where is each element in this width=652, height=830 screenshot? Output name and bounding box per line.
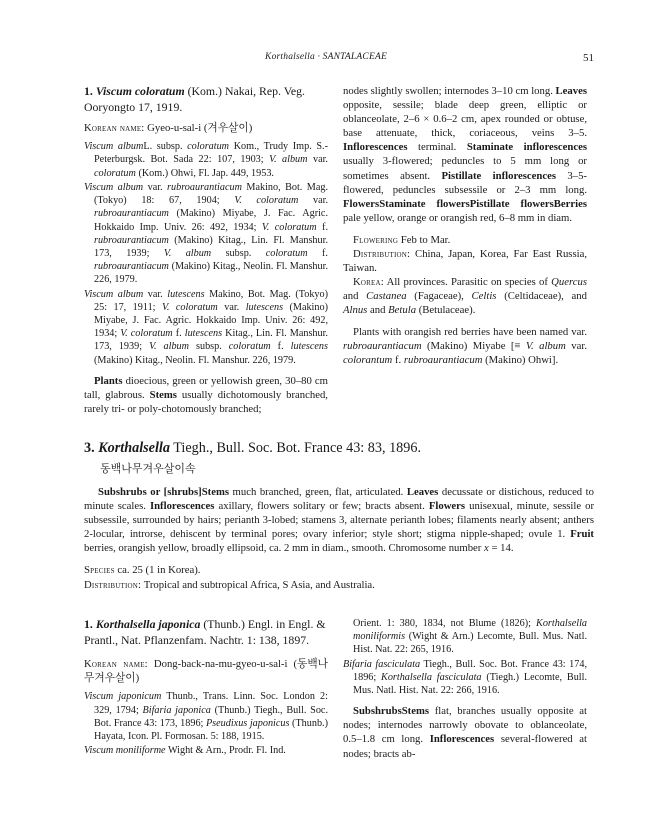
bold-run: Inflorescences — [429, 733, 495, 746]
text-run: (Makino) Kitag., Neolin. Fl. Manshur. 226, 1979. — [94, 261, 328, 286]
text-run: (Makino) Miyabe [≡ — [421, 339, 526, 352]
text-run: Tiegh., Bull. Soc. Bot. France 43: 174, 1896; — [353, 658, 587, 683]
italic-run: rubroaurantiacum — [94, 261, 169, 273]
italic-run: rubroaurantiacum — [167, 181, 242, 193]
text-run: (Makino) Miyabe, J. Fac. Agric. Hokkaido Imp. Univ. 26: 492, 1934; — [94, 301, 328, 340]
text-run: Kom., Trudy Imp. S.-Peterburgsk. Bot. Sada 22: 107, 1903; — [94, 141, 328, 166]
bold-run: Staminate flowers — [379, 197, 470, 210]
bold-run: Plants — [94, 374, 123, 387]
right-column-bottom — [343, 617, 587, 761]
bold-run: Pistillate inflorescences — [441, 169, 556, 182]
text-run: var. — [143, 288, 168, 300]
genus-heading: 3. Korthalsella Tiegh., Bull. Soc. Bot. France 43: 83, 1896. — [84, 440, 421, 456]
italic-run: V. coloratum — [120, 328, 173, 340]
italic-run: colorantum — [343, 353, 393, 366]
italic-run: Viscum album — [84, 141, 144, 153]
italic-run: coloratum — [228, 341, 271, 353]
text-run: unisexual, minute, sessile or subsessile, surrounded by hairs; perianth 3-lobed; stamens 3, alternate perianth lobes; filaments nearly absent; anthers 2-locular, introrse, dehiscent by terminal pores; ovary inferior; style short; stigma nipple-shaped; ovule 1. — [84, 500, 595, 541]
bold-run: Fruit — [570, 528, 594, 541]
bold-run: Subshrubs — [353, 705, 402, 718]
text-run: f. — [316, 221, 328, 233]
text-run: (Celtidaceae), and — [496, 290, 587, 303]
text-run: f. — [172, 328, 185, 340]
text-run: L. subsp. — [143, 141, 188, 153]
genus-species-count: Species ca. 25 (1 in Korea). — [84, 564, 201, 577]
text-run: var. — [565, 339, 587, 352]
italic-run: Korthalsella fasciculata — [381, 671, 482, 683]
bold-run: Stems — [149, 388, 177, 401]
synonym-bifaria — [343, 658, 587, 698]
text-run: var. — [298, 195, 328, 207]
text-run: much branched, green, flat, articulated. — [229, 486, 407, 498]
text-run: axillary, flowers solitary or few; bracts absent. — [214, 500, 429, 513]
italic-run: V. album — [269, 154, 308, 166]
left-column-bottom — [84, 617, 328, 758]
text-run: All provinces. Parasitic on species of — [383, 276, 552, 289]
synonym-entry — [84, 140, 328, 180]
italic-run: lutescens — [245, 301, 284, 313]
text-run: (Makino) Miyabe, J. Fac. Agric. Hokkaido Imp. Univ. 26: 492, 1934; — [94, 208, 328, 233]
italic-run: Castanea — [366, 290, 407, 303]
italic-run: x — [484, 542, 489, 555]
text-run: (Makino) Kitag., Lin. Fl. Manshur. 173, 1939; — [94, 234, 328, 259]
genus-distribution: Distribution: Tropical and subtropical Africa, S Asia, and Australia. — [84, 578, 375, 591]
italic-run: Korthalsella moniliformis — [353, 618, 587, 643]
genus-block — [84, 439, 594, 592]
italic-run: lutescens — [167, 288, 205, 300]
text-run: 3–5-flowered, peduncles subsessile or 2–3 mm long. — [343, 169, 587, 196]
italic-run: Viscum japonicum — [84, 691, 162, 703]
italic-run: Betula — [388, 304, 417, 317]
text-run: and — [343, 290, 367, 303]
distribution-line: Distribution: China, Japan, Korea, Far East Russia, Taiwan. — [343, 248, 587, 275]
italic-run: Quercus — [551, 276, 587, 289]
text-run: f. — [270, 341, 291, 353]
korean-name-line: Korean name: Gyeo-u-sal-i (겨우살이) — [84, 122, 253, 135]
text-run: (Thunb.) Hayata, Icon. Pl. Formosan. 5: 188, 1915. — [94, 717, 328, 742]
synonym-continued — [343, 617, 587, 657]
italic-run: Bifaria japonica — [142, 704, 211, 716]
text-run: and — [367, 304, 389, 317]
bold-run: Inflorescences — [149, 500, 215, 513]
text-run: (Kom.) Ohwi, Fl. Jap. 449, 1953. — [135, 167, 274, 179]
text-run: subsp. — [211, 247, 266, 259]
text-run: usually dichotomously branched, rarely tri- or poly-chotomously branched; — [84, 388, 328, 415]
italic-run: Alnus — [343, 304, 368, 317]
text-run: (Makino) Ohwi]. — [482, 353, 559, 366]
running-head-text: Korthalsella · SANTALACEAE — [265, 52, 387, 62]
variety-note — [343, 325, 587, 367]
italic-run: Viscum album — [84, 288, 144, 300]
italic-run: coloratum — [94, 167, 136, 179]
synonym-list-2 — [84, 690, 328, 757]
italic-run: lutescens — [290, 341, 328, 353]
running-head — [0, 52, 652, 62]
bold-run: Flowers — [428, 500, 466, 513]
korea-line: Korea: All provinces. Parasitic on species of Quercus and Castanea (Fagaceae), Celtis (Celtidaceae), and Alnus and Betula (Betulaceae). — [343, 276, 587, 317]
synonym-entry — [84, 690, 328, 743]
text-run: flat, branches usually opposite at nodes; internodes narrowly obovate to oblanceolate, 0.5–1.8 cm long. — [343, 705, 587, 746]
bold-run: Stems — [401, 705, 430, 718]
text-run: Makino, Bot. Mag. (Tokyo) 25: 17, 1911; — [94, 288, 329, 313]
italic-run: V. album — [149, 341, 189, 353]
italic-run: V. coloratum — [261, 221, 317, 233]
page-number: 51 — [583, 52, 594, 64]
korean-name-line-2: Korean name: Dong-back-na-mu-gyeo-u-sal-i (동백나무겨우살이) — [84, 658, 329, 685]
italic-run: Pseudixus japonicus — [205, 717, 290, 729]
italic-run: Bifaria fasciculata — [343, 658, 421, 670]
italic-run: Viscum album — [84, 181, 144, 193]
flowering-line: Flowering Feb to Mar. — [353, 233, 451, 246]
synonym-entry — [84, 744, 328, 757]
italic-run: V. album — [525, 339, 566, 352]
italic-run: rubroaurantiacum — [343, 339, 422, 352]
synonym-entry — [84, 288, 328, 367]
genus-description — [84, 485, 594, 555]
text-run: (Thunb.) Tiegh., Bull. Soc. Bot. France 43: 173, 1896; — [94, 704, 328, 729]
synonym-list — [84, 140, 328, 366]
italic-run: Celtis — [471, 290, 497, 303]
text-run: = 14. — [488, 542, 514, 555]
italic-run: rubroaurantiacum — [403, 353, 483, 366]
synonym-entry — [84, 181, 328, 287]
text-run: berries, orangish yellow, broadly ellipsoid, ca. 2 mm in diam., smooth. Chromosome number — [84, 542, 485, 555]
italic-run: V. coloratum — [161, 301, 218, 313]
italic-run: rubroaurantiacum — [94, 208, 169, 220]
italic-run: coloratum — [187, 141, 230, 153]
italic-run: Viscum moniliforme — [84, 745, 166, 757]
bold-run: Pistillate flowers — [469, 197, 554, 210]
right-column-top — [343, 84, 587, 367]
text-run: usually 3-flowered; peduncles to 5 mm long or sometimes absent. — [343, 155, 587, 182]
text-run: var. — [217, 301, 246, 313]
text-run: f. — [392, 353, 404, 366]
text-run: (Fagaceae), — [406, 290, 472, 303]
text-run: terminal. — [407, 141, 467, 154]
italic-run: V. album — [163, 247, 212, 259]
bold-run: Inflorescences — [343, 141, 408, 154]
bold-run: Subshrubs or [shrubs] — [98, 486, 202, 498]
species-description-continued — [343, 84, 587, 225]
text-run: Kitag., Lin. Fl. Manshur. 173, 1939; — [94, 328, 328, 353]
left-column-top — [84, 84, 328, 416]
text-run: several-flowered at nodes; bracts ab- — [343, 733, 588, 760]
text-run: dioecious, green or yellowish green, 30–80 cm tall, glabrous. — [84, 374, 328, 401]
text-run: (Betulaceae). — [416, 304, 476, 317]
text-run: var. — [143, 181, 168, 193]
bold-run: Flowers — [343, 197, 380, 210]
text-run: opposite, sessile; blade deep green, elliptic or oblanceolate, 2–6 × 0.6–2 cm, apex rounded or obtuse, base attenuate, thick, coriaceous, veins 3–5. — [343, 99, 587, 140]
text-run: nodes slightly swollen; internodes 3–10 cm long. — [343, 85, 556, 97]
text-run: (Wight & Arn.) Lecomte, Bull. Mus. Natl. Hist. Nat. 22: 265, 1916. — [353, 631, 587, 656]
text-run: Makino, Bot. Mag. (Tokyo) 18: 67, 1904; — [94, 181, 329, 207]
italic-run: coloratum — [265, 247, 308, 259]
species-heading-korthalsella: 1. Korthalsella japonica (Thunb.) Engl. in Engl. & Prantl., Nat. Pflanzenfam. Nachtr. 1: 138, 1897. — [84, 617, 326, 647]
italic-run: rubroaurantiacum — [94, 234, 169, 246]
text-run: Orient. 1: 380, 1834, not Blume (1826); — [353, 618, 537, 629]
genus-korean-name: 동백나무겨우살이속 — [100, 463, 196, 475]
species-description — [84, 374, 328, 416]
bold-run: Leaves — [555, 85, 588, 97]
text-run: Thunb., Trans. Linn. Soc. London 2: 329, 1794; — [94, 691, 328, 716]
text-run: Plants with orangish red berries have been named var. — [353, 325, 587, 338]
species-description-korthalsella — [343, 704, 587, 760]
text-run: subsp. — [189, 341, 229, 353]
bold-run: Staminate inflorescences — [466, 141, 587, 154]
bold-run: Stems — [201, 486, 230, 498]
bold-run: Leaves — [406, 486, 439, 498]
text-run: (Tiegh.) Lecomte, Bull. Mus. Natl. Hist. Nat. 22: 266, 1916. — [353, 671, 587, 697]
text-run: Wight & Arn., Prodr. Fl. Ind. — [165, 745, 286, 757]
italic-run: V. coloratum — [234, 195, 299, 207]
species-heading-viscum: 1. Viscum coloratum (Kom.) Nakai, Rep. Veg. Ooryongto 17, 1919. — [84, 84, 305, 114]
text-run: (Makino) Kitag., Neolin. Fl. Manshur. 226, 1979. — [94, 354, 296, 366]
text-run: pale yellow, orange or orangish red, 6–8 mm in diam. — [343, 211, 573, 224]
text-run: f. — [307, 247, 328, 259]
text-run: var. — [307, 154, 328, 166]
text-run: decussate or distichous, reduced to minute scales. — [84, 486, 594, 513]
italic-run: lutescens — [184, 328, 223, 340]
bold-run: Berries — [553, 197, 587, 210]
